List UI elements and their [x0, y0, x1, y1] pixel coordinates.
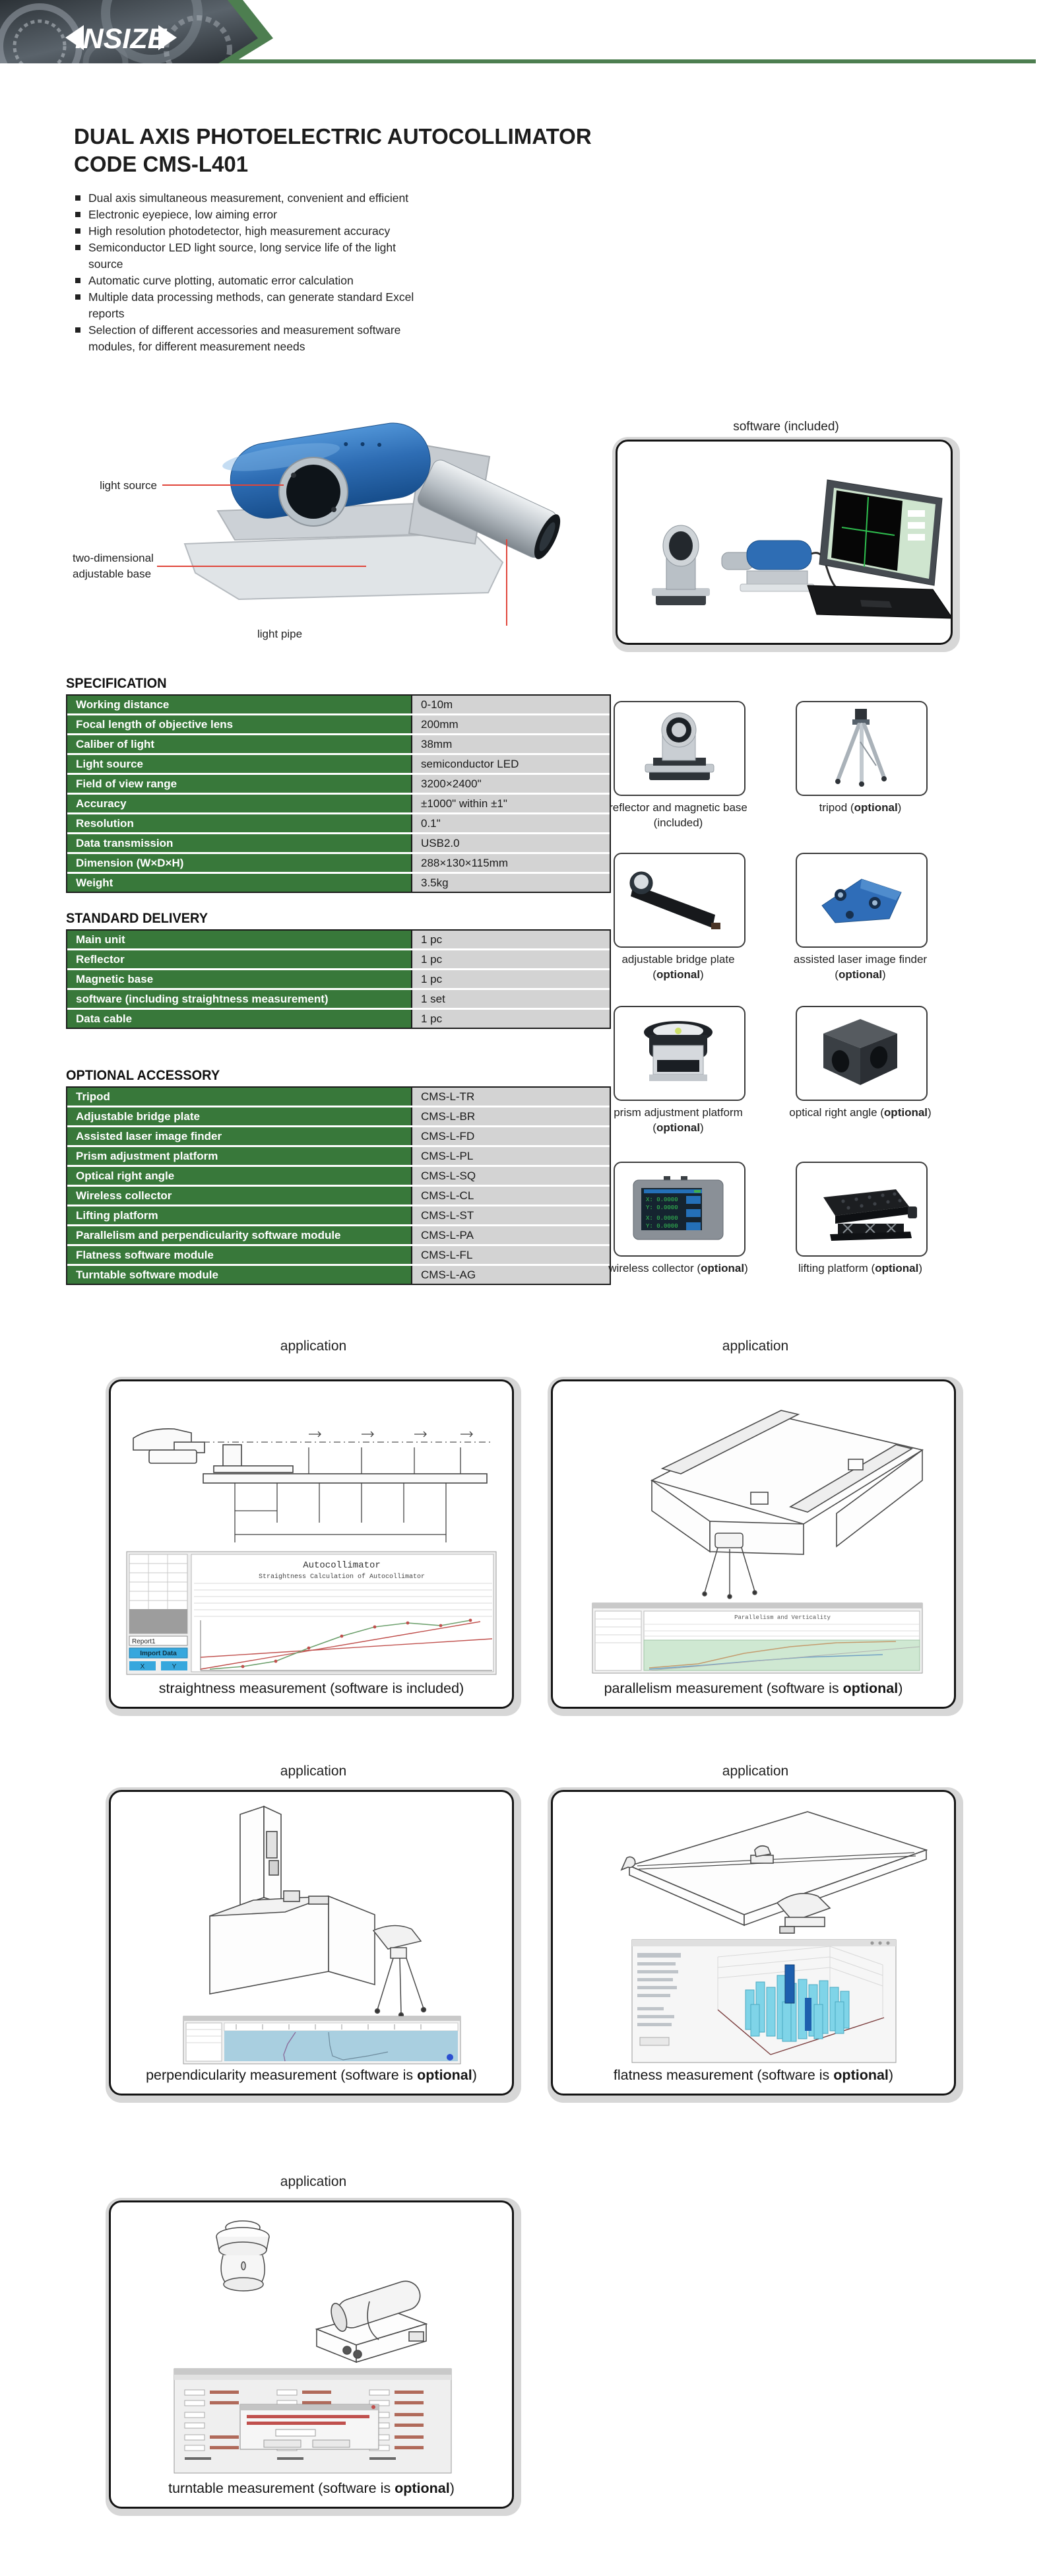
feature-item: Multiple data processing methods, can generate standard Excel reports: [74, 289, 433, 322]
table-row: Wireless collector CMS-L-CL: [67, 1187, 610, 1205]
accessory-caption: wireless collector (optional): [608, 1262, 748, 1274]
accessory-card-prism-adjustment-platform: [614, 1006, 746, 1101]
label-light-source: light source: [100, 479, 157, 492]
wireless-collector-icon: [615, 1163, 742, 1253]
reflector-magnetic-base-icon: [615, 702, 742, 792]
application-panel-turntable: [106, 2198, 521, 2516]
accessory-card-adjustable-bridge-plate: [614, 853, 746, 948]
optional-accessory-heading: OPTIONAL ACCESSORY: [66, 1068, 220, 1083]
accessory-caption: tripod (optional): [819, 801, 902, 814]
table-row: Parallelism and perpendicularity software module CMS-L-PA: [67, 1226, 610, 1244]
table-row: Flatness software module CMS-L-FL: [67, 1246, 610, 1264]
table-row: Assisted laser image finder CMS-L-FD: [67, 1127, 610, 1145]
feature-item: Dual axis simultaneous measurement, convenient and efficient: [74, 190, 433, 207]
lifting-platform-icon: [797, 1163, 924, 1253]
table-row: Weight 3.5kg: [67, 874, 610, 892]
accessory-caption: assisted laser image finder (optional): [793, 953, 928, 981]
table-row: Resolution 0.1": [67, 814, 610, 832]
application-heading: application: [280, 1764, 347, 1779]
accessory-card-reflector-magnetic-base: [614, 701, 746, 796]
accessory-card-assisted-laser-image-finder: [796, 853, 928, 948]
tripod-icon: [797, 702, 924, 792]
accessory-card-wireless-collector: [614, 1162, 746, 1257]
page-header: [0, 0, 1047, 66]
page-title-line1: DUAL AXIS PHOTOELECTRIC AUTOCOLLIMATOR: [74, 124, 592, 149]
accessory-caption: reflector and magnetic base (included): [609, 801, 747, 829]
software-panel-caption: software (included): [733, 420, 839, 434]
straightness-illustration: [111, 1381, 512, 1678]
prism-adjustment-platform-icon: [615, 1007, 742, 1097]
flatness-screenshot: [632, 1940, 896, 2063]
application-heading: application: [280, 2174, 347, 2189]
table-row: software (including straightness measurement) 1 set: [67, 990, 610, 1008]
screen-title: Autocollimator: [303, 1560, 381, 1571]
table-row: Working distance 0-10m: [67, 696, 610, 713]
table-row: Lifting platform CMS-L-ST: [67, 1206, 610, 1224]
report-label: Report1: [132, 1638, 156, 1645]
accessory-card-optical-right-angle: [796, 1006, 928, 1101]
assisted-laser-image-finder-icon: [797, 854, 924, 944]
software-panel: [612, 437, 960, 652]
x-axis-button: X: [140, 1663, 145, 1670]
page-title: [74, 123, 592, 178]
adjustable-bridge-plate-icon: [615, 854, 742, 944]
svg-text:X: 0.0000: X: 0.0000: [646, 1197, 678, 1203]
table-row: Accuracy ±1000" within ±1": [67, 795, 610, 812]
table-row: Adjustable bridge plate CMS-L-BR: [67, 1107, 610, 1125]
perpendicularity-illustration: [111, 1792, 512, 2065]
feature-item: Selection of different accessories and measurement software modules, for different measurement needs: [74, 322, 433, 355]
svg-text:Y: 0.0000: Y: 0.0000: [646, 1205, 678, 1211]
application-panel-flatness: [548, 1787, 963, 2103]
feature-list: [74, 190, 433, 355]
device-light-source-lens: [279, 457, 348, 526]
accessory-caption: lifting platform (optional): [798, 1262, 922, 1274]
application-panel-perpendicularity: [106, 1787, 521, 2103]
standard-delivery-heading: STANDARD DELIVERY: [66, 911, 208, 926]
application-caption: perpendicularity measurement (software is optional): [146, 2067, 477, 2083]
label-light-pipe: light pipe: [257, 628, 303, 640]
application-caption: parallelism measurement (software is optional): [604, 1680, 903, 1696]
feature-item: Semiconductor LED light source, long service life of the light source: [74, 240, 433, 273]
optical-right-angle-icon: [797, 1007, 924, 1097]
optional-accessory-table: [66, 1086, 611, 1285]
feature-item: High resolution photodetector, high measurement accuracy: [74, 223, 433, 240]
table-row: Data cable 1 pc: [67, 1010, 610, 1028]
accessory-caption: adjustable bridge plate (optional): [621, 953, 735, 981]
application-panel-straightness: [106, 1377, 521, 1716]
table-row: Caliber of light 38mm: [67, 735, 610, 753]
label-adjustable-base-line1: two-dimensional: [73, 552, 154, 564]
y-axis-button: Y: [172, 1663, 177, 1670]
application-caption: turntable measurement (software is optional): [168, 2480, 455, 2496]
table-row: Dimension (W×D×H) 288×130×115mm: [67, 854, 610, 872]
parallelism-screenshot: [592, 1603, 922, 1673]
insize-logo: [65, 23, 177, 55]
accessory-card-lifting-platform: [796, 1162, 928, 1257]
table-row: Prism adjustment platform CMS-L-PL: [67, 1147, 610, 1165]
table-row: Data transmission USB2.0: [67, 834, 610, 852]
table-row: Turntable software module CMS-L-AG: [67, 1266, 610, 1284]
screen-subtitle: Straightness Calculation of Autocollimator: [258, 1573, 426, 1581]
table-row: Tripod CMS-L-TR: [67, 1088, 610, 1106]
flatness-illustration: [553, 1792, 954, 2065]
application-heading: application: [280, 1338, 347, 1354]
feature-item: Automatic curve plotting, automatic error calculation: [74, 273, 433, 289]
label-adjustable-base-line2: adjustable base: [73, 568, 152, 580]
product-photo: [66, 404, 567, 655]
table-row: Optical right angle CMS-L-SQ: [67, 1167, 610, 1185]
application-panel-parallelism: [548, 1377, 963, 1716]
software-scene: [618, 442, 953, 645]
table-row: Light source semiconductor LED: [67, 755, 610, 773]
straightness-screenshot: [127, 1552, 496, 1674]
svg-text:X: 0.0000: X: 0.0000: [646, 1215, 678, 1222]
turntable-illustration: [111, 2202, 512, 2478]
accessory-card-tripod: [796, 701, 928, 796]
specification-heading: SPECIFICATION: [66, 676, 167, 691]
application-heading: application: [722, 1338, 789, 1354]
scene-reflector: [652, 525, 710, 605]
import-data-button: Import Data: [140, 1650, 177, 1657]
scene-autocollimator: [722, 541, 814, 591]
specification-table: [66, 694, 611, 893]
table-row: Reflector 1 pc: [67, 950, 610, 968]
turntable-screenshot: [174, 2369, 451, 2473]
perpendicularity-screenshot: [183, 2016, 460, 2064]
application-caption: straightness measurement (software is included): [158, 1680, 464, 1696]
application-heading: application: [722, 1764, 789, 1779]
svg-text:Y: 0.0000: Y: 0.0000: [646, 1223, 678, 1230]
page-title-line2: CODE CMS-L401: [74, 152, 249, 176]
table-row: Field of view range 3200×2400": [67, 775, 610, 793]
screen-title: Parallelism and Verticality: [734, 1614, 831, 1621]
feature-item: Electronic eyepiece, low aiming error: [74, 207, 433, 223]
table-row: Magnetic base 1 pc: [67, 970, 610, 988]
standard-delivery-table: [66, 929, 611, 1029]
accessory-caption: optical right angle (optional): [789, 1106, 932, 1119]
logo-text: INSIZE: [75, 23, 167, 55]
parallelism-illustration: [553, 1381, 954, 1678]
table-row: Focal length of objective lens 200mm: [67, 715, 610, 733]
application-caption: flatness measurement (software is optional): [613, 2067, 894, 2083]
accessory-caption: prism adjustment platform (optional): [614, 1106, 743, 1134]
header-green-rule: [232, 59, 1036, 63]
table-row: Main unit 1 pc: [67, 931, 610, 948]
